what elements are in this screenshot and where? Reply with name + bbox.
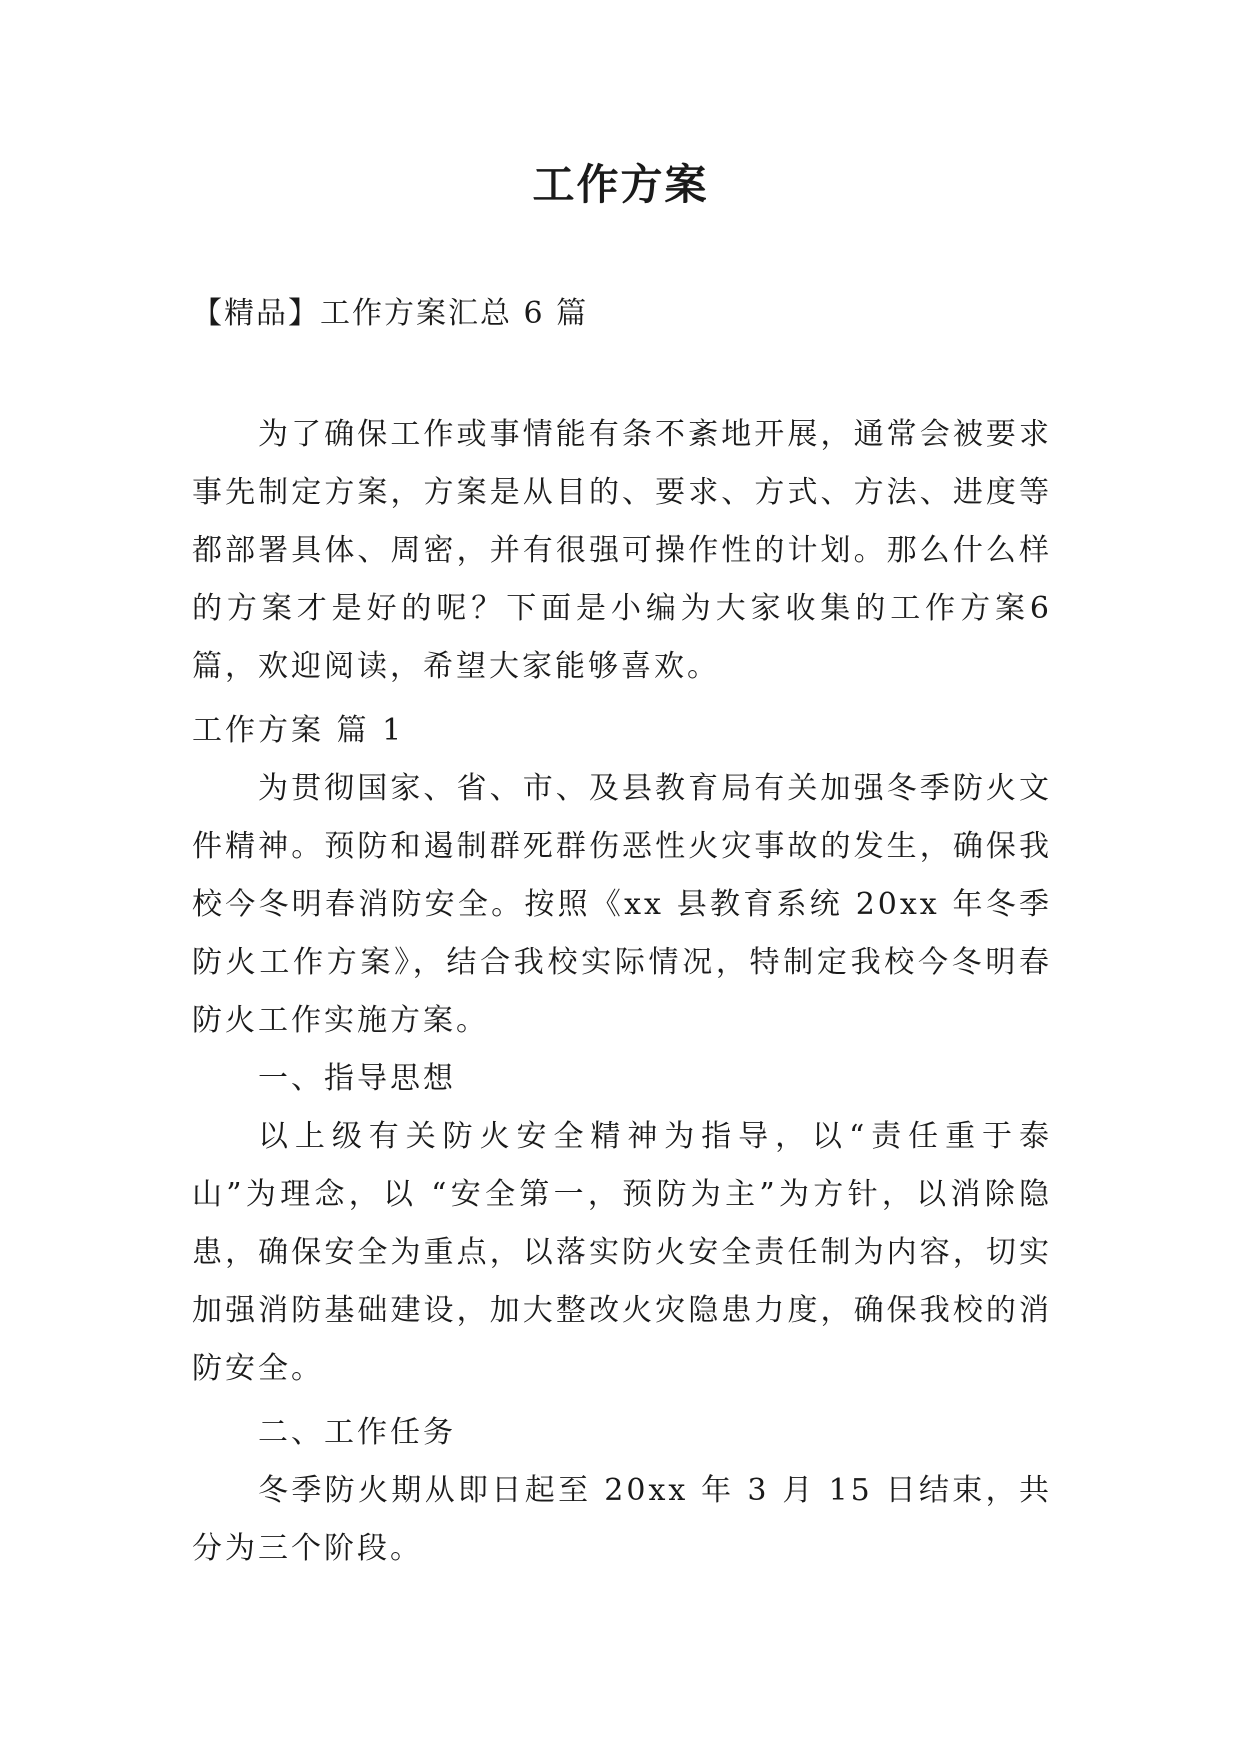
- intro-paragraph: 为了确保工作或事情能有条不紊地开展，通常会被要求事先制定方案，方案是从目的、要求、方式、方法、进度等都部署具体、周密，并有很强可操作性的计划。那么什么样的方案才是好的呢？下面是小编为大家收集的工作方案6篇，欢迎阅读，希望大家能够喜欢。: [192, 417, 1052, 684]
- document-subtitle: 【精品】工作方案汇总 6 篇: [192, 296, 589, 331]
- document-title: 工作方案: [532, 160, 709, 209]
- subsection-paragraph-work-tasks: 冬季防火期从即日起至 20xx 年 3 月 15 日结束，共分为三个阶段。: [192, 1473, 1052, 1566]
- section-paragraph: 为贯彻国家、省、市、及县教育局有关加强冬季防火文件精神。预防和遏制群死群伤恶性火灾事故的发生，确保我校今冬明春消防安全。按照《xx 县教育系统 20xx 年冬季防火工作方案》，结合我校实际情况，特制定我校今冬明春防火工作实施方案。: [192, 771, 1052, 1038]
- subsection-heading-work-tasks: 二、工作任务: [258, 1415, 456, 1450]
- section-heading: 工作方案 篇 1: [192, 713, 405, 748]
- subsection-heading-guiding-ideology: 一、指导思想: [258, 1061, 456, 1096]
- document-body: [192, 406, 1052, 1578]
- subsection-paragraph-guiding-ideology: 以上级有关防火安全精神为指导，以“责任重于泰山”为理念，以 “安全第一，预防为主”为方针，以消除隐患，确保安全为重点，以落实防火安全责任制为内容，切实加强消防基础建设，加大整改火灾隐患力度，确保我校的消防安全。: [192, 1119, 1052, 1386]
